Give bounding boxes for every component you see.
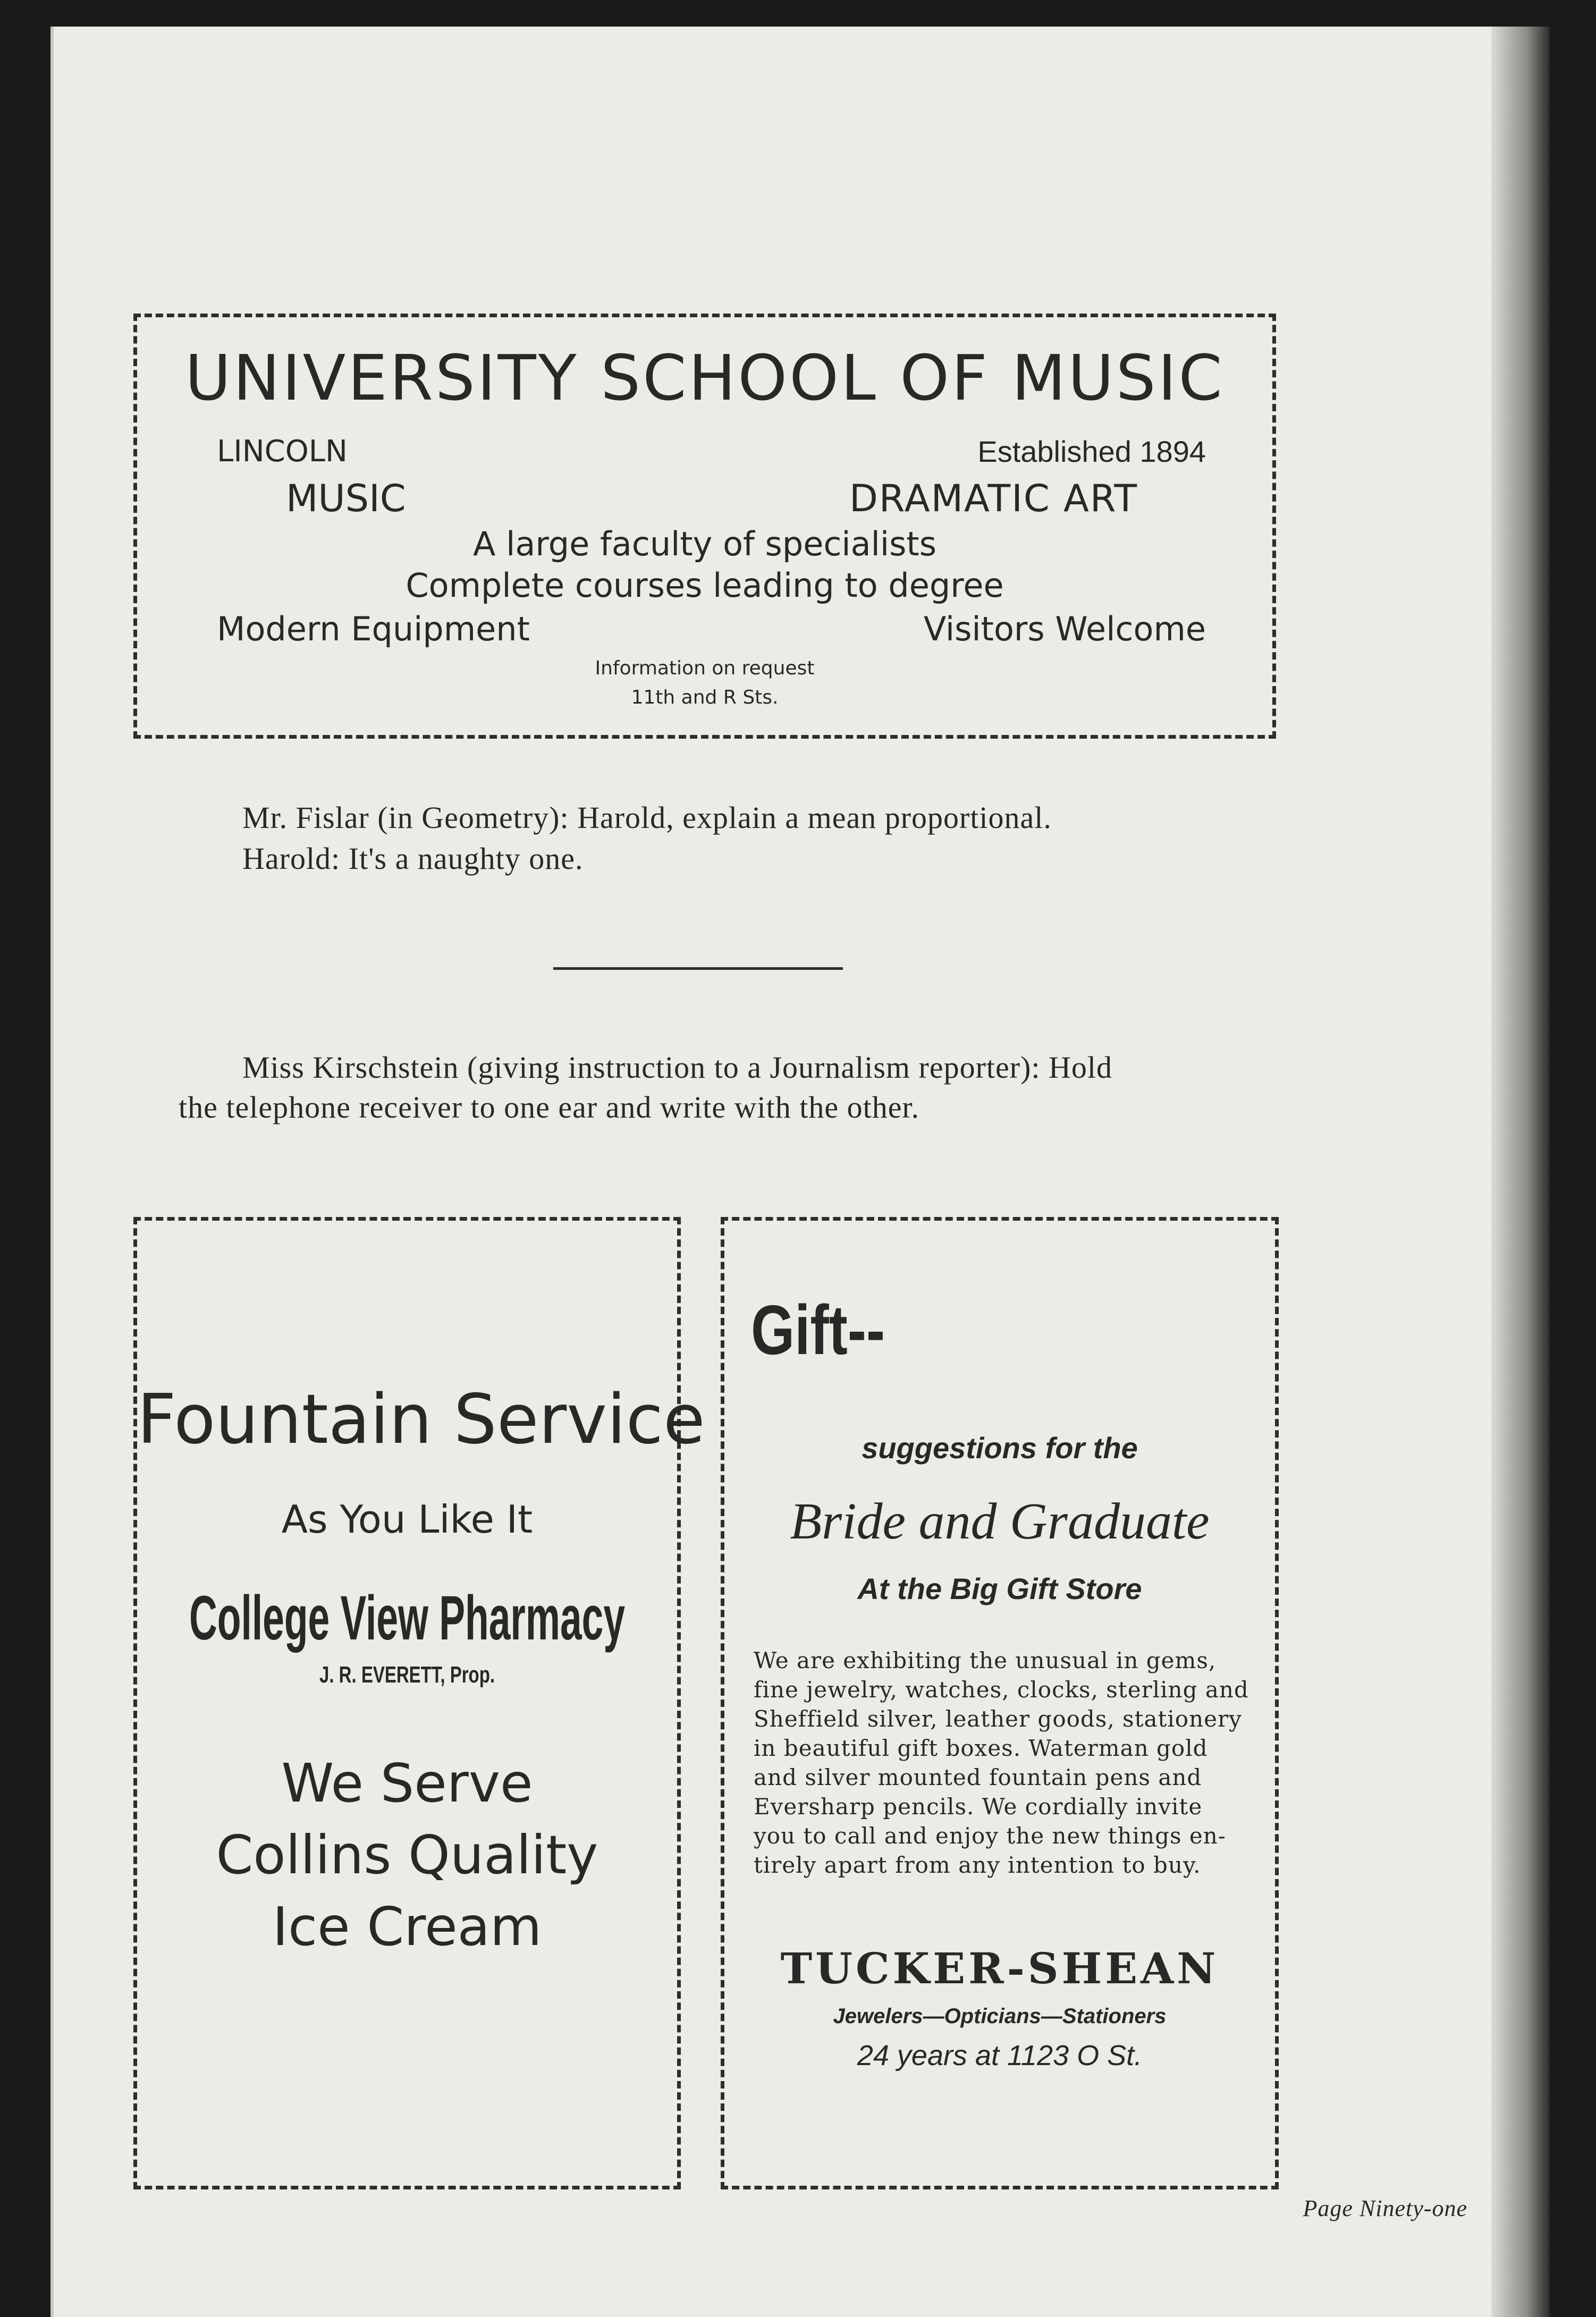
gift-ad-body-line: you to call and enjoy the new things en- xyxy=(754,1823,1226,1849)
gift-ad-headline: Gift-- xyxy=(751,1291,885,1369)
music-ad-right-subject: DRAMATIC ART xyxy=(849,477,1138,520)
gift-ad-body-line: fine jewelry, watches, clocks, sterling and xyxy=(754,1677,1249,1703)
music-ad-left-subject: MUSIC xyxy=(286,477,406,520)
joke-1-line-1: Mr. Fislar (in Geometry): Harold, explain a mean proportional. xyxy=(242,800,1052,835)
music-ad-city: LINCOLN xyxy=(217,434,348,469)
gift-ad-years: 24 years at 1123 O St. xyxy=(857,2040,1143,2071)
music-ad-faculty-line: A large faculty of specialists xyxy=(472,525,937,563)
pharmacy-ad-collins-line: Collins Quality xyxy=(216,1824,598,1886)
joke-1-line-2: Harold: It's a naughty one. xyxy=(242,841,584,876)
music-ad-address: 11th and R Sts. xyxy=(631,687,779,708)
gift-ad-bride: Bride and Graduate xyxy=(790,1493,1210,1550)
gift-ad-body-line: Sheffield silver, leather goods, stationery xyxy=(754,1706,1242,1732)
pharmacy-ad-ice-cream-line: Ice Cream xyxy=(272,1896,542,1958)
book-spine-shadow xyxy=(1491,27,1550,2317)
pharmacy-ad-name: College View Pharmacy xyxy=(189,1583,626,1653)
music-ad-title: UNIVERSITY SCHOOL OF MUSIC xyxy=(185,341,1225,415)
music-ad-info: Information on request xyxy=(595,657,815,679)
gift-ad-body-line: tirely apart from any intention to buy. xyxy=(754,1852,1201,1878)
pharmacy-ad-tagline: As You Like It xyxy=(281,1497,533,1542)
joke-2-line-1: Miss Kirschstein (giving instruction to a Journalism reporter): Hold xyxy=(242,1050,1113,1085)
music-ad-visitors: Visitors Welcome xyxy=(923,610,1206,648)
separator-rule xyxy=(553,967,843,970)
gift-ad-body-line: Eversharp pencils. We cordially invite xyxy=(754,1794,1203,1820)
pharmacy-ad-serve-line: We Serve xyxy=(281,1752,533,1814)
gift-ad-firm-name: TUCKER-SHEAN xyxy=(780,1943,1219,1993)
gift-ad-body xyxy=(754,1646,1248,1880)
gift-ad-sub: suggestions for the xyxy=(862,1431,1138,1465)
pharmacy-ad-headline: Fountain Service xyxy=(137,1380,705,1459)
gift-ad-trades: Jewelers—Opticians—Stationers xyxy=(833,2005,1167,2028)
gift-ad-store: At the Big Gift Store xyxy=(857,1572,1142,1605)
gift-ad-body-line: in beautiful gift boxes. Waterman gold xyxy=(754,1735,1208,1761)
gift-ad-body-line: We are exhibiting the unusual in gems, xyxy=(754,1647,1217,1673)
music-ad-equipment: Modern Equipment xyxy=(217,610,530,648)
pharmacy-ad-proprietor: J. R. EVERETT, Prop. xyxy=(319,1662,495,1688)
music-school-ad xyxy=(133,314,1276,739)
yearbook-page xyxy=(50,27,1550,2317)
music-ad-courses-line: Complete courses leading to degree xyxy=(406,566,1004,605)
joke-2-line-2: the telephone receiver to one ear and write with the other. xyxy=(179,1090,920,1124)
gift-ad-body-line: and silver mounted fountain pens and xyxy=(754,1764,1202,1790)
pharmacy-ad xyxy=(133,1217,705,2189)
music-ad-established: Established 1894 xyxy=(977,435,1206,468)
page-number: Page Ninety-one xyxy=(1303,2195,1467,2221)
gift-ad xyxy=(721,1217,1279,2189)
